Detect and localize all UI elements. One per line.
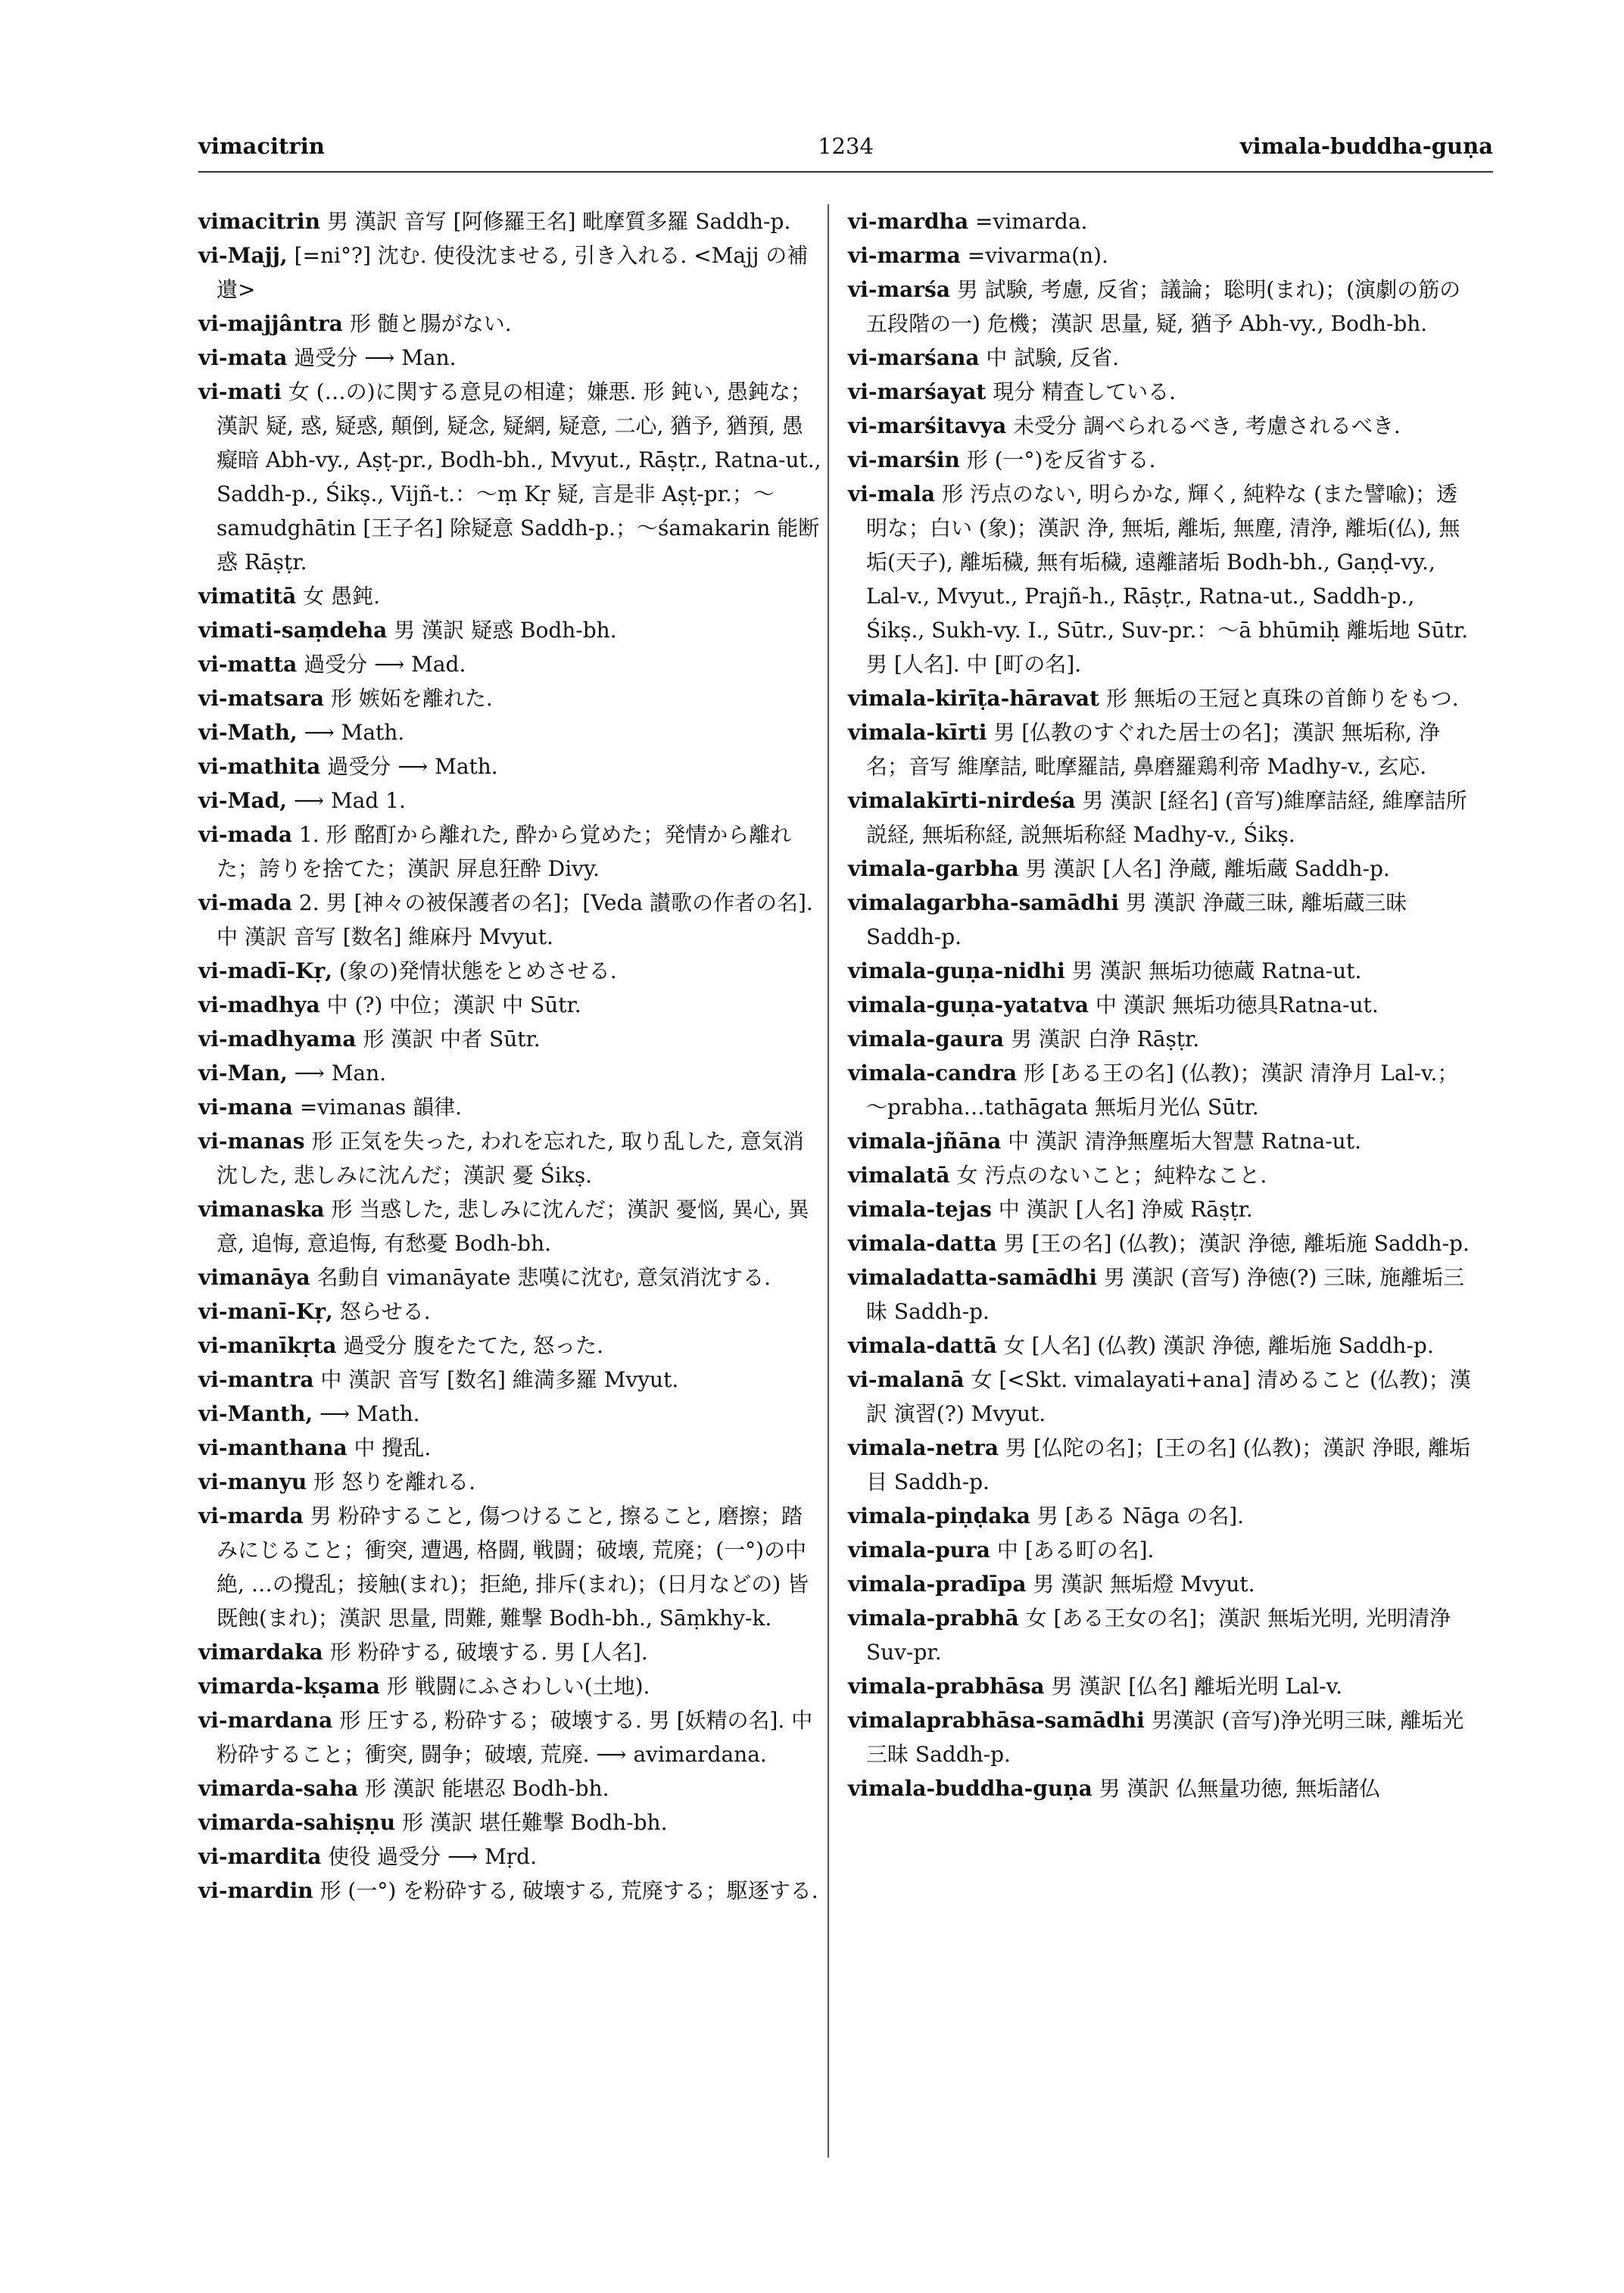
column-divider bbox=[828, 204, 829, 2157]
entry-definition: 男 [ある Nāga の名]. bbox=[1030, 1503, 1245, 1528]
entry-headword: vi-majjântra bbox=[198, 311, 343, 336]
entry-headword: vimala-dattā bbox=[848, 1333, 997, 1358]
dictionary-entry bbox=[848, 852, 1476, 886]
dictionary-entry bbox=[198, 579, 821, 613]
header-right-guideword: vimala-buddha-guṇa bbox=[1239, 133, 1493, 159]
entry-headword: vi-madī-Kṛ, bbox=[198, 958, 332, 983]
entry-definition: 女 愚鈍. bbox=[296, 584, 381, 609]
entry-definition: 形 [ある王の名] (仏教)；漢訳 清浄月 Lal-v.；～prabha…tathāgata 無垢月光仏 Sūtr. bbox=[866, 1061, 1459, 1120]
entry-headword: vimala-gaura bbox=[848, 1027, 1005, 1051]
entry-headword: vimala-netra bbox=[848, 1435, 999, 1460]
dictionary-entry bbox=[198, 613, 821, 647]
entry-headword: vimala-guṇa-yatatva bbox=[848, 992, 1089, 1017]
entry-headword: vimanāya bbox=[198, 1265, 310, 1290]
entry-headword: vimaladatta-samādhi bbox=[848, 1265, 1098, 1290]
dictionary-entry bbox=[198, 715, 821, 749]
dictionary-entry bbox=[198, 204, 821, 238]
dictionary-entry bbox=[848, 1499, 1476, 1533]
entry-headword: vi-matsara bbox=[198, 686, 325, 711]
entry-definition: 形 嫉妬を離れた. bbox=[324, 686, 493, 711]
entry-headword: vimarda-kṣama bbox=[198, 1674, 380, 1699]
entry-definition: 男 漢訳 (音写) 浄徳(?) 三昧, 施離垢三昧 Saddh-p. bbox=[866, 1265, 1465, 1324]
dictionary-entry bbox=[198, 784, 821, 818]
entry-headword: vi-mada bbox=[198, 822, 293, 847]
dictionary-entry bbox=[848, 1124, 1476, 1158]
dictionary-entry bbox=[848, 1567, 1476, 1601]
entry-headword: vi-malanā bbox=[848, 1367, 965, 1392]
entry-headword: vi-mantra bbox=[198, 1367, 314, 1392]
entry-definition: 男漢訳 (音写)浄光明三昧, 離垢光三昧 Saddh-p. bbox=[866, 1708, 1464, 1767]
entry-headword: vi-marśin bbox=[848, 447, 960, 472]
dictionary-entry bbox=[198, 647, 821, 681]
dictionary-entry bbox=[198, 818, 821, 886]
dictionary-entry bbox=[198, 1635, 821, 1669]
dictionary-entry bbox=[848, 1703, 1476, 1771]
dictionary-entry bbox=[848, 784, 1476, 852]
dictionary-entry bbox=[198, 988, 821, 1022]
dictionary-entry bbox=[848, 1260, 1476, 1329]
entry-definition: 中 漢訳 [人名] 浄威 Rāṣṭr. bbox=[991, 1197, 1253, 1222]
entry-definition: 2. 男 [神々の被保護者の名]；[Veda 讃歌の作者の名]. 中 漢訳 音写 [数名] 維麻丹 Mvyut. bbox=[217, 890, 813, 949]
dictionary-entry bbox=[198, 886, 821, 954]
dictionary-entry bbox=[198, 749, 821, 784]
entry-definition: 中 漢訳 音写 [数名] 維満多羅 Mvyut. bbox=[313, 1367, 679, 1392]
entry-definition: 形 当惑した, 悲しみに沈んだ；漢訳 憂悩, 異心, 異意, 追悔, 意追悔, 有愁憂 Bodh-bh. bbox=[217, 1197, 809, 1256]
entry-headword: vimala-piṇḍaka bbox=[848, 1503, 1030, 1528]
dictionary-entry bbox=[848, 1771, 1476, 1805]
dictionary-entry bbox=[848, 954, 1476, 988]
entry-headword: vi-marśana bbox=[848, 345, 980, 370]
entry-definition: 形 無垢の王冠と真珠の首飾りをもつ. bbox=[1099, 686, 1459, 711]
entry-definition: 男 [仏陀の名]；[王の名] (仏教)；漢訳 浄眼, 離垢目 Saddh-p. bbox=[866, 1435, 1471, 1494]
entry-headword: vimala-pura bbox=[848, 1537, 990, 1562]
entry-headword: vi-mada bbox=[198, 890, 293, 915]
entry-definition: 中 [ある町の名]. bbox=[990, 1537, 1155, 1562]
entry-definition: 男 漢訳 [仏名] 離垢光明 Lal-v. bbox=[1044, 1674, 1342, 1699]
entry-definition: 怒らせる. bbox=[332, 1299, 431, 1324]
entry-definition: 男 粉砕すること, 傷つけること, 擦ること, 磨擦；踏みにじること；衝突, 遭遇, 格闘, 戦闘；破壊, 荒廃；(一°)の中絶, …の攪乱；接触(まれ)；拒絶, 排斥(まれ)；(日月などの) 皆既蝕(まれ)；漢訳 思量, 問難, 難撃 Bodh-bh., Sāṃkhy-k. bbox=[217, 1503, 809, 1631]
header-left-guideword: vimacitrin bbox=[198, 133, 325, 159]
entry-headword: vimala-prabhā bbox=[848, 1606, 1019, 1631]
entry-headword: vimala-prabhāsa bbox=[848, 1674, 1045, 1699]
entry-definition: 形 (一°) を粉砕する, 破壊する, 荒廃する；駆逐する. bbox=[313, 1878, 818, 1903]
entry-definition: 中 漢訳 清浄無塵垢大智慧 Ratna-ut. bbox=[1001, 1129, 1361, 1154]
entry-definition: 形 汚点のない, 明らかな, 輝く, 純粋な (また譬喩)；透明な；白い (象)；漢訳 浄, 無垢, 離垢, 無塵, 清浄, 離垢(仏), 無垢(天子), 離垢穢, 無有垢穢, 遠離諸垢 Bodh-bh., Gaṇḍ-vy., Lal-v., Mvyut., Prajñ-h., Rāṣṭr., Ratna-ut., Saddh-p., Śikṣ., Sukh-vy. I., Sūtr., Suv-pr.：～ā bhūmiḥ 離垢地 Sūtr. 男 [人名]. 中 [町の名]. bbox=[866, 481, 1469, 677]
dictionary-entry bbox=[848, 341, 1476, 375]
dictionary-entry bbox=[848, 1431, 1476, 1499]
entry-headword: vi-Man, bbox=[198, 1061, 288, 1086]
dictionary-entry bbox=[848, 477, 1476, 681]
dictionary-entry bbox=[848, 375, 1476, 409]
entry-definition: =vimanas 韻律. bbox=[292, 1095, 463, 1120]
entry-headword: vi-mala bbox=[848, 481, 936, 506]
dictionary-entry bbox=[198, 1499, 821, 1635]
page-number: 1234 bbox=[818, 133, 874, 159]
entry-headword: vimalaprabhāsa-samādhi bbox=[848, 1708, 1145, 1733]
entry-definition: 現分 精査している. bbox=[986, 379, 1177, 404]
entry-definition: 男 漢訳 [経名] (音写)維摩詰経, 維摩詰所説経, 無垢称経, 説無垢称経 Madhy-v., Śikṣ. bbox=[866, 788, 1467, 847]
entry-headword: vimardaka bbox=[198, 1640, 323, 1665]
entry-headword: vimacitrin bbox=[198, 209, 321, 234]
dictionary-entry bbox=[848, 238, 1476, 273]
entry-headword: vimarda-sahiṣṇu bbox=[198, 1810, 396, 1835]
entry-definition: 男 [仏教のすぐれた居士の名]；漢訳 無垢称, 浄名；音写 維摩詰, 毗摩羅詰, 鼻磨羅鶏利帝 Madhy-v., 玄応. bbox=[866, 720, 1440, 779]
dictionary-entry bbox=[198, 1805, 821, 1840]
entry-definition: 形 髄と腸がない. bbox=[342, 311, 512, 336]
entry-definition: 形 漢訳 能堪忍 Bodh-bh. bbox=[358, 1776, 609, 1801]
entry-headword: vi-mati bbox=[198, 379, 282, 404]
entry-headword: vimala-buddha-guṇa bbox=[848, 1776, 1093, 1801]
entry-headword: vi-mardha bbox=[848, 209, 969, 234]
dictionary-entry bbox=[848, 1601, 1476, 1669]
entry-definition: 中 攪乱. bbox=[347, 1435, 432, 1460]
dictionary-entry bbox=[198, 341, 821, 375]
dictionary-entry bbox=[848, 681, 1476, 715]
entry-definition: 形 戦闘にふさわしい(土地). bbox=[379, 1674, 650, 1699]
entry-headword: vi-marma bbox=[848, 243, 961, 268]
entry-headword: vi-marśitavya bbox=[848, 413, 1007, 438]
entry-headword: vi-manī-Kṛ, bbox=[198, 1299, 333, 1324]
entry-headword: vi-marśa bbox=[848, 277, 950, 302]
left-column bbox=[198, 204, 821, 1908]
dictionary-entry bbox=[198, 1397, 821, 1431]
entry-definition: 男 漢訳 無垢燈 Mvyut. bbox=[1026, 1572, 1255, 1597]
dictionary-entry bbox=[848, 1533, 1476, 1567]
dictionary-entry bbox=[198, 238, 821, 307]
entry-definition: 過受分 腹をたてた, 怒った. bbox=[336, 1333, 604, 1358]
entry-headword: vimala-tejas bbox=[848, 1197, 992, 1222]
dictionary-entry bbox=[198, 1669, 821, 1703]
entry-headword: vi-marda bbox=[198, 1503, 304, 1528]
entry-definition: 女 (…の)に関する意見の相違；嫌悪. 形 鈍い, 愚鈍な；漢訳 疑, 惑, 疑惑, 顛倒, 疑念, 疑網, 疑意, 二心, 猶予, 猶預, 愚癡暗 Abh-vy., Aṣṭ-pr., Bodh-bh., Mvyut., Rāṣṭr., Ratna-ut., Saddh-p., Śikṣ., Vijñ-t.：～ṃ Kṛ 疑, 言是非 Aṣṭ-pr.；～samudghātin [王子名] 除疑意 Saddh-p.；～śamakarin 能断惑 Rāṣṭr. bbox=[217, 379, 821, 575]
entry-headword: vi-madhya bbox=[198, 992, 320, 1017]
dictionary-entry bbox=[848, 988, 1476, 1022]
entry-headword: vimala-kīrti bbox=[848, 720, 987, 745]
entry-definition: 女 [ある王女の名]；漢訳 無垢光明, 光明清浄 Suv-pr. bbox=[866, 1606, 1451, 1665]
entry-headword: vi-madhyama bbox=[198, 1027, 357, 1051]
dictionary-entry bbox=[198, 307, 821, 341]
entry-definition: 形 (一°)を反省する. bbox=[959, 447, 1156, 472]
entry-headword: vimalatā bbox=[848, 1163, 950, 1188]
entry-definition: 過受分 ⟶ Mad. bbox=[297, 652, 466, 677]
entry-headword: vi-mardana bbox=[198, 1708, 333, 1733]
entry-headword: vi-manthana bbox=[198, 1435, 348, 1460]
entry-definition: 形 漢訳 中者 Sūtr. bbox=[356, 1027, 541, 1051]
dictionary-entry bbox=[198, 1329, 821, 1363]
entry-headword: vimalakīrti-nirdeśa bbox=[848, 788, 1076, 813]
entry-headword: vi-mardin bbox=[198, 1878, 313, 1903]
entry-definition: 女 [<Skt. vimalayati+ana] 清めること (仏教)；漢訳 演習(?) Mvyut. bbox=[866, 1367, 1471, 1426]
dictionary-entry bbox=[848, 1158, 1476, 1192]
entry-headword: vimala-candra bbox=[848, 1061, 1018, 1086]
entry-definition: ⟶ Math. bbox=[297, 720, 405, 745]
entry-headword: vimala-jñāna bbox=[848, 1129, 1002, 1154]
entry-definition: 形 正気を失った, われを忘れた, 取り乱した, 意気消沈した, 悲しみに沈んだ；漢訳 憂 Śikṣ. bbox=[217, 1129, 804, 1188]
entry-definition: =vimarda. bbox=[968, 209, 1088, 234]
entry-definition: 名動自 vimanāyate 悲嘆に沈む, 意気消沈する. bbox=[310, 1265, 771, 1290]
entry-definition: 過受分 ⟶ Man. bbox=[287, 345, 457, 370]
dictionary-entry bbox=[198, 1840, 821, 1874]
entry-definition: 男 試験, 考慮, 反省；議論；聡明(まれ)；(演劇の筋の五段階の一) 危機；漢訳 思量, 疑, 猶予 Abh-vy., Bodh-bh. bbox=[866, 277, 1461, 336]
entry-headword: vimala-datta bbox=[848, 1231, 997, 1256]
dictionary-entry bbox=[848, 1363, 1476, 1431]
entry-definition: 女 [人名] (仏教) 漢訳 浄徳, 離垢施 Saddh-p. bbox=[996, 1333, 1434, 1358]
entry-headword: vi-mathita bbox=[198, 754, 321, 779]
entry-definition: 中 (?) 中位；漢訳 中 Sūtr. bbox=[320, 992, 581, 1017]
header-rule bbox=[198, 171, 1493, 173]
entry-definition: 男 漢訳 浄蔵三昧, 離垢蔵三昧 Saddh-p. bbox=[866, 890, 1407, 949]
entry-headword: vi-matta bbox=[198, 652, 298, 677]
dictionary-entry bbox=[198, 1056, 821, 1090]
dictionary-entry bbox=[848, 1669, 1476, 1703]
entry-headword: vimarda-saha bbox=[198, 1776, 359, 1801]
entry-definition: 男 漢訳 [人名] 浄蔵, 離垢蔵 Saddh-p. bbox=[1018, 856, 1390, 881]
entry-definition: 形 粉砕する, 破壊する. 男 [人名]. bbox=[323, 1640, 648, 1665]
dictionary-entry bbox=[198, 1192, 821, 1260]
dictionary-entry bbox=[198, 1124, 821, 1192]
dictionary-entry bbox=[198, 1363, 821, 1397]
entry-headword: vi-mana bbox=[198, 1095, 293, 1120]
dictionary-entry bbox=[848, 443, 1476, 477]
entry-definition: 男 漢訳 仏無量功徳, 無垢諸仏 bbox=[1092, 1776, 1381, 1801]
entry-headword: vimatitā bbox=[198, 584, 297, 609]
entry-headword: vi-manas bbox=[198, 1129, 305, 1154]
entry-headword: vimalagarbha-samādhi bbox=[848, 890, 1119, 915]
dictionary-entry bbox=[848, 1192, 1476, 1226]
entry-headword: vimati-saṃdeha bbox=[198, 618, 388, 643]
dictionary-entry bbox=[198, 1874, 821, 1908]
entry-definition: ⟶ Man. bbox=[287, 1061, 387, 1086]
entry-headword: vimala-garbha bbox=[848, 856, 1019, 881]
dictionary-entry bbox=[198, 1090, 821, 1124]
entry-headword: vi-Majj, bbox=[198, 243, 288, 268]
entry-headword: vi-marśayat bbox=[848, 379, 987, 404]
dictionary-entry bbox=[848, 409, 1476, 443]
entry-definition: =vivarma(n). bbox=[960, 243, 1108, 268]
entry-headword: vimanaska bbox=[198, 1197, 325, 1222]
entry-definition: ⟶ Mad 1. bbox=[287, 788, 406, 813]
entry-definition: [=ni°?] 沈む. 使役沈ませる, 引き入れる. <Majj の補遺> bbox=[217, 243, 809, 302]
entry-definition: 形 圧する, 粉砕する；破壊する. 男 [妖精の名]. 中 粉砕すること；衝突, 闘争；破壊, 荒廃. ⟶ avimardana. bbox=[217, 1708, 813, 1767]
entry-definition: 未受分 調べられるべき, 考慮されるべき. bbox=[1006, 413, 1401, 438]
dictionary-entry bbox=[198, 1703, 821, 1771]
entry-definition: 男 漢訳 音写 [阿修羅王名] 毗摩質多羅 Saddh-p. bbox=[320, 209, 791, 234]
dictionary-entry bbox=[198, 1022, 821, 1056]
entry-definition: 男 漢訳 無垢功徳蔵 Ratna-ut. bbox=[1064, 958, 1362, 983]
entry-definition: 男 漢訳 疑惑 Bodh-bh. bbox=[387, 618, 617, 643]
dictionary-entry bbox=[198, 375, 821, 579]
dictionary-entry bbox=[198, 954, 821, 988]
dictionary-entry bbox=[848, 715, 1476, 784]
dictionary-entry bbox=[848, 273, 1476, 341]
entry-definition: 中 試験, 反省. bbox=[979, 345, 1119, 370]
entry-headword: vimala-pradīpa bbox=[848, 1572, 1027, 1597]
dictionary-entry bbox=[198, 1465, 821, 1499]
entry-definition: 中 漢訳 無垢功徳具Ratna-ut. bbox=[1088, 992, 1379, 1017]
dictionary-entry bbox=[198, 1260, 821, 1294]
entry-definition: 男 漢訳 白浄 Rāṣṭr. bbox=[1004, 1027, 1200, 1051]
entry-definition: ⟶ Math. bbox=[313, 1401, 420, 1426]
dictionary-entry bbox=[198, 681, 821, 715]
dictionary-entry bbox=[848, 1226, 1476, 1260]
entry-definition: 女 汚点のないこと；純粋なこと. bbox=[949, 1163, 1267, 1188]
entry-headword: vi-manyu bbox=[198, 1469, 307, 1494]
entry-definition: 形 怒りを離れる. bbox=[307, 1469, 475, 1494]
entry-definition: 使役 過受分 ⟶ Mṛd. bbox=[321, 1844, 537, 1869]
entry-headword: vi-manīkṛta bbox=[198, 1333, 337, 1358]
dictionary-entry bbox=[198, 1771, 821, 1805]
entry-headword: vi-Manth, bbox=[198, 1401, 313, 1426]
entry-headword: vimala-guṇa-nidhi bbox=[848, 958, 1065, 983]
dictionary-entry bbox=[198, 1294, 821, 1329]
entry-definition: 1. 形 酩酊から離れた, 酔から覚めた；発情から離れた；誇りを捨てた；漢訳 屏息狂酔 Divy. bbox=[217, 822, 792, 881]
entry-definition: 過受分 ⟶ Math. bbox=[320, 754, 498, 779]
entry-definition: 形 漢訳 堪任難撃 Bodh-bh. bbox=[395, 1810, 668, 1835]
entry-headword: vimala-kirīṭa-hāravat bbox=[848, 686, 1099, 711]
entry-definition: 男 [王の名] (仏教)；漢訳 浄徳, 離垢施 Saddh-p. bbox=[996, 1231, 1470, 1256]
entry-headword: vi-mata bbox=[198, 345, 288, 370]
dictionary-entry bbox=[848, 204, 1476, 238]
entry-headword: vi-mardita bbox=[198, 1844, 322, 1869]
dictionary-entry bbox=[848, 1329, 1476, 1363]
page-header bbox=[198, 133, 1493, 167]
entry-headword: vi-Mad, bbox=[198, 788, 287, 813]
entry-definition: (象の)発情状態をとめさせる. bbox=[332, 958, 617, 983]
dictionary-entry bbox=[198, 1431, 821, 1465]
dictionary-entry bbox=[848, 886, 1476, 954]
right-column bbox=[848, 204, 1476, 1805]
entry-headword: vi-Math, bbox=[198, 720, 298, 745]
dictionary-entry bbox=[848, 1056, 1476, 1124]
dictionary-entry bbox=[848, 1022, 1476, 1056]
